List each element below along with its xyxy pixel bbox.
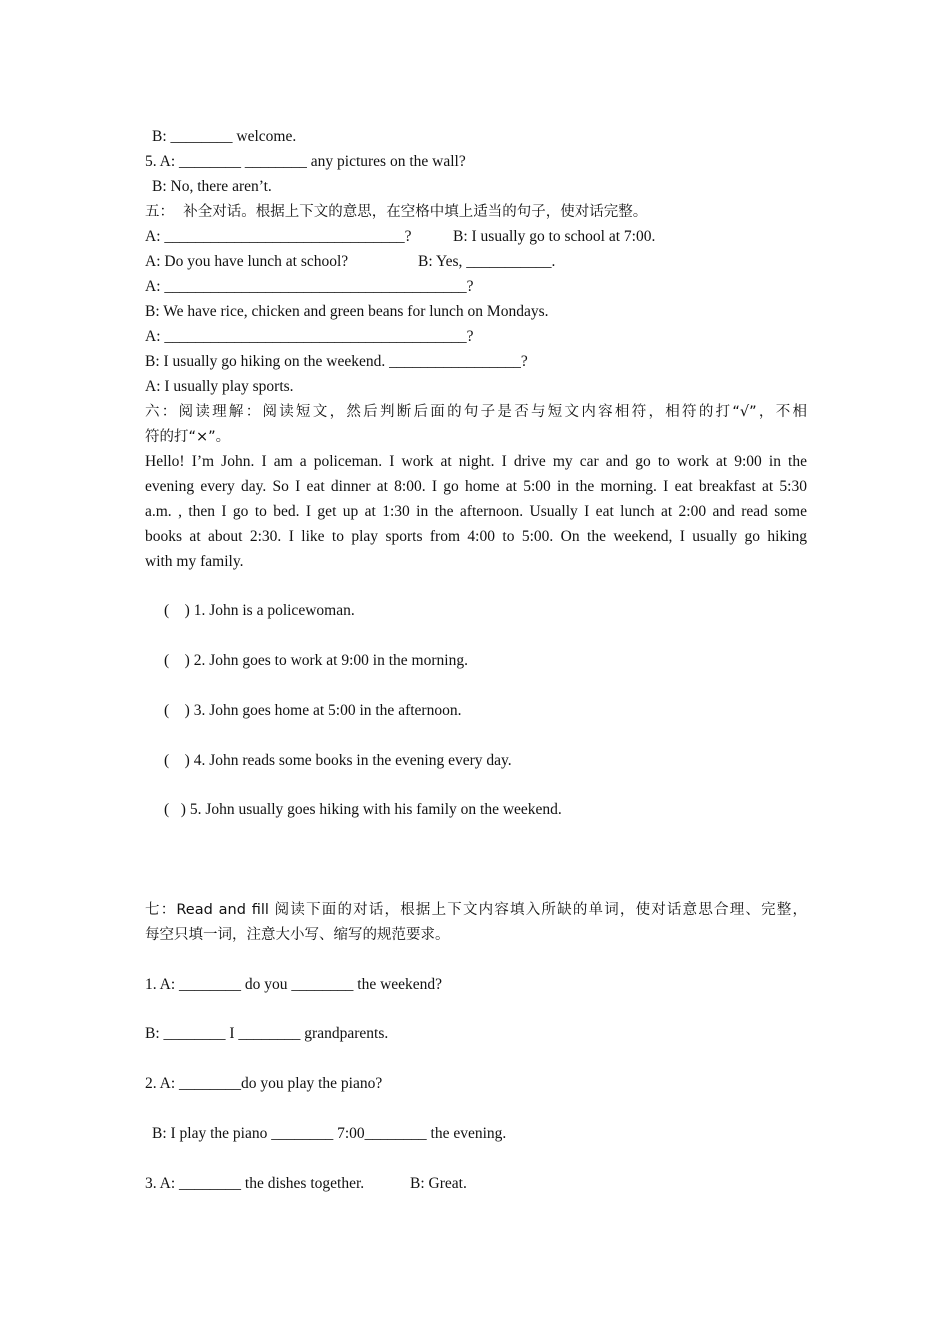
passage-line-5: with my family. (145, 553, 244, 570)
judgement-question-3: ( ) 3. John goes home at 5:00 in the afternoon. (164, 702, 462, 719)
judgement-question-4: ( ) 4. John reads some books in the evening every day. (164, 752, 512, 769)
section-7-title-line-1: 七：Read and fill 阅读下面的对话，根据上下文内容填入所缺的单词，使对话意思合理、完整， (145, 902, 807, 918)
section-5-line-1a: A: _______________________________? (145, 228, 416, 245)
section-7-line-5a: 3. A: ________ the dishes together. (145, 1175, 365, 1192)
section-5-line-6: B: I usually go hiking on the weekend. _________________? (145, 353, 528, 370)
judgement-question-1: ( ) 1. John is a policewoman. (164, 602, 355, 619)
section-7-line-5b: B: Great. (410, 1175, 467, 1192)
passage-line-2: evening every day. So I eat dinner at 8:00. I go home at 5:00 in the morning. I eat breakfast at 5:30 (145, 478, 807, 495)
section-6-title-line-2: 符的打“×”。 (145, 429, 231, 445)
section-7-line-2: B: ________ I ________ grandparents. (145, 1025, 389, 1042)
passage-line-1: Hello! I’m John. I am a policeman. I work at night. I drive my car and go to work at 9:00 in the (145, 453, 807, 470)
passage-line-4: books at about 2:30. I like to play sports from 4:00 to 5:00. On the weekend, I usually go hiking (145, 528, 807, 545)
section-7-title-line-2: 每空只填一词，注意大小写、缩写的规范要求。 (145, 927, 450, 943)
judgement-question-2: ( ) 2. John goes to work at 9:00 in the morning. (164, 652, 468, 669)
section-5-line-5: A: _______________________________________? (145, 328, 474, 345)
section-5-line-3: A: _______________________________________? (145, 278, 474, 295)
dialogue-b-welcome: B: ________ welcome. (152, 128, 297, 145)
section-7-line-1: 1. A: ________ do you ________ the weekend? (145, 976, 443, 993)
section-5-title: 五： 补全对话。根据上下文的意思，在空格中填上适当的句子，使对话完整。 (145, 204, 648, 220)
section-5-line-2a: A: Do you have lunch at school? (145, 253, 349, 270)
section-7-line-3: 2. A: ________do you play the piano? (145, 1075, 383, 1092)
judgement-question-5: ( ) 5. John usually goes hiking with his family on the weekend. (164, 801, 562, 818)
section-5-line-4: B: We have rice, chicken and green beans for lunch on Mondays. (145, 303, 549, 320)
section-5-line-7: A: I usually play sports. (145, 378, 294, 395)
question-5-a: 5. A: ________ ________ any pictures on the wall? (145, 153, 466, 170)
section-5-line-1b: B: I usually go to school at 7:00. (453, 228, 656, 245)
section-5-line-2b: B: Yes, ___________. (418, 253, 556, 270)
passage-line-3: a.m. , then I go to bed. I get up at 1:30 in the afternoon. Usually I eat lunch at 2:00 and read some (145, 503, 807, 520)
section-7-line-4: B: I play the piano ________ 7:00________ the evening. (152, 1125, 507, 1142)
section-6-title-line-1: 六：阅读理解：阅读短文，然后判断后面的句子是否与短文内容相符，相符的打“√”，不相 (145, 404, 807, 420)
question-5-b: B: No, there aren’t. (152, 178, 272, 195)
